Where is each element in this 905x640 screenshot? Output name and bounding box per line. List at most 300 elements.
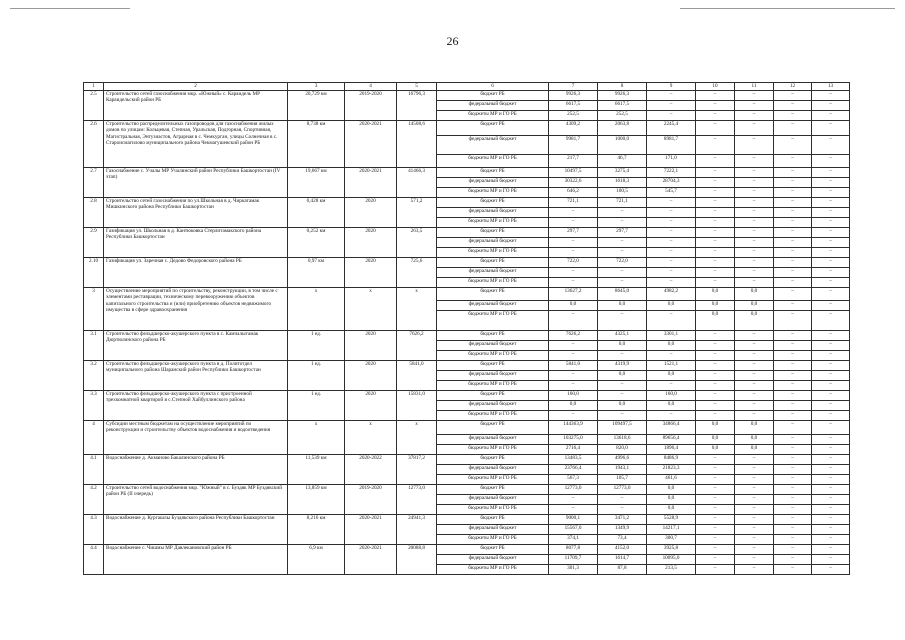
amount-cell: – — [696, 554, 735, 564]
funding-source-cell: бюджеты МР и ГО РБ — [437, 380, 549, 390]
object-name-cell: Газоснабжение с. Учалы МР Учалинский район Республики Башкортостан (IV этап) — [104, 167, 288, 197]
amount-cell: – — [774, 257, 812, 267]
funding-source-cell: бюджет РБ — [437, 197, 549, 207]
amount-cell: – — [696, 197, 735, 207]
amount-cell: – — [598, 390, 647, 400]
amount-cell: 0,0 — [647, 370, 696, 380]
amount-cell: – — [598, 310, 647, 330]
amount-cell: 722,0 — [598, 257, 647, 267]
object-name-cell: Строительство фельдшерско-акушерского пункта в с. Камчалытамак Дюртюлинского района РБ — [104, 330, 288, 360]
amount-cell: – — [696, 177, 735, 187]
object-number-cell: 3 — [84, 287, 104, 330]
amount-cell: – — [812, 247, 850, 257]
object-number-cell: 2.8 — [84, 197, 104, 227]
amount-cell: – — [696, 100, 735, 110]
amount-cell: – — [696, 90, 735, 100]
amount-cell: – — [735, 494, 774, 504]
capacity-cell: 1 ед. — [288, 390, 345, 420]
object-name-cell: Газификация ул. Школьная в д. Кантюковка Стерлитамакского района Республики Башкортостан — [104, 227, 288, 257]
amount-cell: 7626,2 — [549, 330, 598, 340]
amount-cell: – — [812, 420, 850, 434]
funding-source-cell: бюджет РБ — [437, 360, 549, 370]
period-cell: 2020-2021 — [345, 120, 397, 167]
amount-cell: 721,1 — [598, 197, 647, 207]
amount-cell: – — [735, 267, 774, 277]
capacity-cell: 1 ед. — [288, 330, 345, 360]
funding-source-cell: федеральный бюджет — [437, 135, 549, 154]
amount-cell: 5528,9 — [647, 514, 696, 524]
table-body — [84, 83, 850, 575]
funding-source-cell: бюджет РБ — [437, 484, 549, 494]
funding-source-cell: федеральный бюджет — [437, 554, 549, 564]
amount-cell: – — [735, 187, 774, 197]
amount-cell: – — [598, 410, 647, 420]
amount-cell: – — [812, 110, 850, 120]
amount-cell: – — [549, 267, 598, 277]
funding-source-cell: бюджеты МР и ГО РБ — [437, 474, 549, 484]
amount-cell: – — [812, 300, 850, 310]
amount-cell: 1618,3 — [598, 177, 647, 187]
period-cell: 2020-2021 — [345, 544, 397, 574]
amount-cell: 461,6 — [647, 474, 696, 484]
amount-cell: – — [647, 310, 696, 330]
amount-cell: – — [774, 524, 812, 534]
amount-cell: 0,0 — [696, 420, 735, 434]
amount-cell: – — [774, 564, 812, 574]
funding-source-cell: бюджеты МР и ГО РБ — [437, 154, 549, 167]
capacity-cell: 0,428 км — [288, 197, 345, 227]
funding-source-cell: федеральный бюджет — [437, 370, 549, 380]
amount-cell: – — [696, 534, 735, 544]
estimated-cost-cell: 725,6 — [397, 257, 437, 287]
amount-cell: – — [774, 420, 812, 434]
amount-cell: – — [812, 177, 850, 187]
funding-source-cell: бюджеты МР и ГО РБ — [437, 247, 549, 257]
amount-cell: 297,7 — [549, 227, 598, 237]
amount-cell: 3471,2 — [598, 514, 647, 524]
amount-cell: 30322,6 — [549, 177, 598, 187]
object-number-cell: 4.3 — [84, 514, 104, 544]
amount-cell: 252,5 — [598, 110, 647, 120]
amount-cell: – — [696, 504, 735, 514]
amount-cell: 11709,7 — [549, 554, 598, 564]
amount-cell: – — [735, 564, 774, 574]
amount-cell: 8486,9 — [647, 454, 696, 464]
capacity-cell: 6,9 км — [288, 544, 345, 574]
amount-cell: 9000,1 — [549, 514, 598, 524]
amount-cell: – — [812, 514, 850, 524]
amount-cell: 0,0 — [647, 504, 696, 514]
amount-cell: 0,0 — [696, 300, 735, 310]
amount-cell: – — [774, 310, 812, 330]
amount-cell: – — [812, 310, 850, 330]
estimated-cost-cell: х — [397, 287, 437, 330]
funding-source-cell: бюджет РБ — [437, 454, 549, 464]
period-cell: 2020-2022 — [345, 454, 397, 484]
amount-cell: 0,0 — [735, 420, 774, 434]
amount-cell: – — [774, 154, 812, 167]
amount-cell: – — [696, 237, 735, 247]
amount-cell: 301,3 — [549, 564, 598, 574]
column-number: 9 — [647, 83, 696, 91]
amount-cell: – — [696, 120, 735, 135]
estimated-cost-cell: 16796,3 — [397, 90, 437, 120]
estimated-cost-cell: 41466,3 — [397, 167, 437, 197]
amount-cell: – — [647, 350, 696, 360]
amount-cell: 3925,8 — [647, 544, 696, 554]
column-number: 13 — [812, 83, 850, 91]
amount-cell: – — [696, 217, 735, 227]
amount-cell: – — [812, 350, 850, 360]
amount-cell: – — [774, 474, 812, 484]
amount-cell: 4319,9 — [598, 360, 647, 370]
amount-cell: 6617,5 — [598, 100, 647, 110]
column-number: 11 — [735, 83, 774, 91]
funding-source-cell: федеральный бюджет — [437, 267, 549, 277]
estimated-cost-cell: х — [397, 420, 437, 454]
amount-cell: – — [812, 544, 850, 554]
amount-cell: – — [696, 370, 735, 380]
capacity-cell: 0,97 км — [288, 257, 345, 287]
column-number-row — [84, 83, 850, 91]
amount-cell: – — [812, 564, 850, 574]
amount-cell: – — [735, 257, 774, 267]
amount-cell: 9926,3 — [598, 90, 647, 100]
amount-cell: 545,7 — [647, 187, 696, 197]
amount-cell: – — [647, 197, 696, 207]
amount-cell: 0,0 — [696, 434, 735, 444]
amount-cell: – — [812, 277, 850, 287]
amount-cell: – — [696, 390, 735, 400]
funding-source-cell: федеральный бюджет — [437, 207, 549, 217]
column-number: 4 — [345, 83, 397, 91]
table-block-first-row — [84, 484, 850, 494]
estimated-cost-cell: 37817,2 — [397, 454, 437, 484]
amount-cell: – — [774, 207, 812, 217]
amount-cell: – — [735, 380, 774, 390]
amount-cell: 8645,0 — [598, 287, 647, 300]
amount-cell: – — [647, 380, 696, 390]
amount-cell: – — [812, 340, 850, 350]
amount-cell: 5841,0 — [549, 360, 598, 370]
amount-cell: – — [696, 380, 735, 390]
amount-cell: 374,1 — [549, 534, 598, 544]
table-block-first-row — [84, 390, 850, 400]
period-cell: 2019-2020 — [345, 484, 397, 514]
amount-cell: – — [812, 135, 850, 154]
amount-cell: – — [774, 237, 812, 247]
amount-cell: 144363,9 — [549, 420, 598, 434]
capacity-cell: 0,252 км — [288, 227, 345, 257]
amount-cell: – — [647, 410, 696, 420]
amount-cell: – — [696, 135, 735, 154]
table-block-first-row — [84, 360, 850, 370]
amount-cell: – — [812, 454, 850, 464]
amount-cell: – — [812, 330, 850, 340]
amount-cell: – — [774, 360, 812, 370]
amount-cell: – — [647, 100, 696, 110]
funding-source-cell: бюджеты МР и ГО РБ — [437, 444, 549, 454]
amount-cell: – — [735, 390, 774, 400]
period-cell: 2020 — [345, 197, 397, 227]
amount-cell: – — [696, 454, 735, 464]
amount-cell: – — [812, 474, 850, 484]
amount-cell: – — [696, 154, 735, 167]
object-number-cell: 2.7 — [84, 167, 104, 197]
amount-cell: – — [598, 380, 647, 390]
amount-cell: – — [774, 544, 812, 554]
object-name-cell: Водоснабжение д. Акманово Бакалинского района РБ — [104, 454, 288, 484]
period-cell: 2020 — [345, 257, 397, 287]
amount-cell: 0,0 — [598, 370, 647, 380]
amount-cell: – — [812, 390, 850, 400]
amount-cell: 7222,1 — [647, 167, 696, 177]
amount-cell: – — [774, 247, 812, 257]
amount-cell: – — [774, 400, 812, 410]
amount-cell: – — [696, 474, 735, 484]
amount-cell: 297,7 — [598, 227, 647, 237]
amount-cell: 0,0 — [549, 400, 598, 410]
estimated-cost-cell: 24941,3 — [397, 514, 437, 544]
amount-cell: – — [812, 287, 850, 300]
capacity-cell: 8,216 км — [288, 514, 345, 544]
amount-cell: – — [774, 267, 812, 277]
amount-cell: 4325,1 — [598, 330, 647, 340]
amount-cell: 8981,7 — [647, 135, 696, 154]
amount-cell: 567,3 — [549, 474, 598, 484]
amount-cell: – — [549, 217, 598, 227]
amount-cell: – — [549, 350, 598, 360]
amount-cell: – — [812, 257, 850, 267]
amount-cell: 3301,1 — [647, 330, 696, 340]
funding-source-cell: бюджет РБ — [437, 90, 549, 100]
amount-cell: – — [647, 237, 696, 247]
amount-cell: 0,0 — [598, 400, 647, 410]
amount-cell: – — [735, 227, 774, 237]
amount-cell: – — [735, 504, 774, 514]
amount-cell: – — [774, 380, 812, 390]
amount-cell: 14217,1 — [647, 524, 696, 534]
amount-cell: – — [774, 110, 812, 120]
amount-cell: – — [696, 257, 735, 267]
amount-cell: – — [549, 207, 598, 217]
amount-cell: – — [774, 100, 812, 110]
amount-cell: – — [735, 370, 774, 380]
amount-cell: 10497,5 — [549, 167, 598, 177]
amount-cell: – — [549, 277, 598, 287]
object-number-cell: 4.4 — [84, 544, 104, 574]
amount-cell: 0,0 — [735, 444, 774, 454]
funding-source-cell: бюджеты МР и ГО РБ — [437, 217, 549, 227]
period-cell: 2020 — [345, 360, 397, 390]
top-scan-rule-left — [10, 8, 130, 9]
amount-cell: – — [812, 380, 850, 390]
amount-cell: – — [774, 464, 812, 474]
amount-cell: – — [735, 514, 774, 524]
amount-cell: 105,7 — [598, 474, 647, 484]
amount-cell: 23766,4 — [549, 464, 598, 474]
column-number: 8 — [598, 83, 647, 91]
amount-cell: 1349,9 — [598, 524, 647, 534]
amount-cell: – — [774, 434, 812, 444]
amount-cell: – — [812, 207, 850, 217]
amount-cell: – — [735, 90, 774, 100]
funding-source-cell: бюджет РБ — [437, 257, 549, 267]
funding-source-cell: бюджеты МР и ГО РБ — [437, 310, 549, 330]
column-number: 3 — [288, 83, 345, 91]
amount-cell: – — [774, 217, 812, 227]
object-number-cell: 4 — [84, 420, 104, 454]
amount-cell: 0,0 — [696, 444, 735, 454]
funding-source-cell: бюджеты МР и ГО РБ — [437, 187, 549, 197]
amount-cell: – — [696, 524, 735, 534]
capacity-cell: 13,859 км — [288, 484, 345, 514]
amount-cell: – — [735, 340, 774, 350]
amount-cell: – — [774, 167, 812, 177]
amount-cell: – — [549, 504, 598, 514]
amount-cell: – — [735, 247, 774, 257]
period-cell: 2020 — [345, 330, 397, 360]
amount-cell: – — [812, 434, 850, 444]
amount-cell: 0,0 — [647, 400, 696, 410]
table-block-first-row — [84, 167, 850, 177]
amount-cell: 8077,8 — [549, 544, 598, 554]
amount-cell: 0,0 — [549, 300, 598, 310]
amount-cell: – — [735, 167, 774, 177]
amount-cell: – — [812, 484, 850, 494]
amount-cell: – — [696, 484, 735, 494]
object-name-cell: Строительство распределительных газопроводов для газоснабжения жилых домов по улицам: Кольцевая, Степная, Уральская, Подгорная, Спортивная, Магистральная, Энтузиастов, Аграрная в с. Чемкурган, улицы Солнечная в с. Староисмагилово муниципального района Чекмагушевский район РБ — [104, 120, 288, 167]
amount-cell: 9926,3 — [549, 90, 598, 100]
funding-source-cell: бюджет РБ — [437, 287, 549, 300]
table-block-first-row — [84, 120, 850, 135]
period-cell: 2020-2021 — [345, 514, 397, 544]
amount-cell: – — [774, 330, 812, 340]
amount-cell: – — [647, 110, 696, 120]
amount-cell: – — [598, 277, 647, 287]
amount-cell: – — [812, 167, 850, 177]
amount-cell: – — [696, 544, 735, 554]
amount-cell: – — [647, 267, 696, 277]
amount-cell: 12773,0 — [549, 484, 598, 494]
amount-cell: – — [549, 370, 598, 380]
amount-cell: – — [549, 310, 598, 330]
table-block-first-row — [84, 514, 850, 524]
amount-cell: – — [812, 494, 850, 504]
column-number: 12 — [774, 83, 812, 91]
funding-source-cell: федеральный бюджет — [437, 524, 549, 534]
funding-source-cell: бюджет РБ — [437, 544, 549, 554]
funding-source-cell: федеральный бюджет — [437, 464, 549, 474]
amount-cell: 0,0 — [598, 300, 647, 310]
amount-cell: – — [647, 257, 696, 267]
amount-cell: 1000,0 — [598, 135, 647, 154]
funding-source-cell: федеральный бюджет — [437, 100, 549, 110]
capacity-cell: 1 ед. — [288, 360, 345, 390]
amount-cell: 3275,4 — [598, 167, 647, 177]
period-cell: 2020 — [345, 390, 397, 420]
amount-cell: 0,0 — [696, 287, 735, 300]
amount-cell: – — [774, 277, 812, 287]
amount-cell: – — [774, 444, 812, 454]
amount-cell: – — [696, 494, 735, 504]
amount-cell: – — [774, 187, 812, 197]
amount-cell: 34866,4 — [647, 420, 696, 434]
amount-cell: – — [812, 444, 850, 454]
amount-cell: 13483,5 — [549, 454, 598, 464]
amount-cell: 12773,0 — [598, 484, 647, 494]
period-cell: х — [345, 287, 397, 330]
amount-cell: 13627,2 — [549, 287, 598, 300]
funding-source-cell: федеральный бюджет — [437, 177, 549, 187]
amount-cell: – — [549, 410, 598, 420]
object-name-cell: Строительство фельдшерско-акушерского пункта в д. Политотдел муниципального района Шаранский район Республики Башкортостан — [104, 360, 288, 390]
amount-cell: – — [696, 207, 735, 217]
amount-cell: – — [549, 247, 598, 257]
amount-cell: 0,0 — [647, 484, 696, 494]
amount-cell: – — [696, 464, 735, 474]
amount-cell: 13618,6 — [598, 434, 647, 444]
amount-cell: – — [735, 410, 774, 420]
table-block-first-row — [84, 330, 850, 340]
amount-cell: – — [812, 90, 850, 100]
funding-source-cell: бюджет РБ — [437, 514, 549, 524]
amount-cell: – — [774, 454, 812, 464]
amount-cell: – — [774, 197, 812, 207]
amount-cell: – — [696, 360, 735, 370]
object-name-cell: Водоснабжение д. Кургашлы Буздякского района Республики Башкортостан — [104, 514, 288, 544]
amount-cell: 100,5 — [598, 187, 647, 197]
amount-cell: – — [735, 464, 774, 474]
amount-cell: – — [735, 400, 774, 410]
amount-cell: 252,5 — [549, 110, 598, 120]
amount-cell: – — [774, 90, 812, 100]
estimated-cost-cell: 14508,6 — [397, 120, 437, 167]
estimated-cost-cell: 12773,0 — [397, 484, 437, 514]
amount-cell: – — [598, 504, 647, 514]
amount-cell: – — [696, 350, 735, 360]
amount-cell: 160,0 — [549, 390, 598, 400]
object-number-cell: 2.10 — [84, 257, 104, 287]
amount-cell: – — [696, 267, 735, 277]
funding-source-cell: бюджет РБ — [437, 167, 549, 177]
estimated-cost-cell: 15831,0 — [397, 390, 437, 420]
object-number-cell: 3.3 — [84, 390, 104, 420]
amount-cell: – — [812, 197, 850, 207]
column-number: 5 — [397, 83, 437, 91]
capacity-cell: 20,729 км — [288, 90, 345, 120]
amount-cell: – — [812, 554, 850, 564]
amount-cell: 0,0 — [696, 310, 735, 330]
amount-cell: 4996,6 — [598, 454, 647, 464]
column-number: 10 — [696, 83, 735, 91]
amount-cell: – — [735, 454, 774, 464]
amount-cell: 0,0 — [735, 434, 774, 444]
table-block-first-row — [84, 420, 850, 434]
capacity-cell: 19,667 км — [288, 167, 345, 197]
page-number: 26 — [446, 34, 459, 48]
amount-cell: – — [696, 110, 735, 120]
amount-cell: – — [549, 237, 598, 247]
amount-cell: – — [549, 494, 598, 504]
amount-cell: 109497,5 — [598, 420, 647, 434]
period-cell: 2020-2021 — [345, 167, 397, 197]
column-number: 1 — [84, 83, 104, 91]
funding-source-cell: федеральный бюджет — [437, 400, 549, 410]
capacity-cell: 8,738 км — [288, 120, 345, 167]
amount-cell: – — [812, 120, 850, 135]
amount-cell: – — [647, 217, 696, 227]
